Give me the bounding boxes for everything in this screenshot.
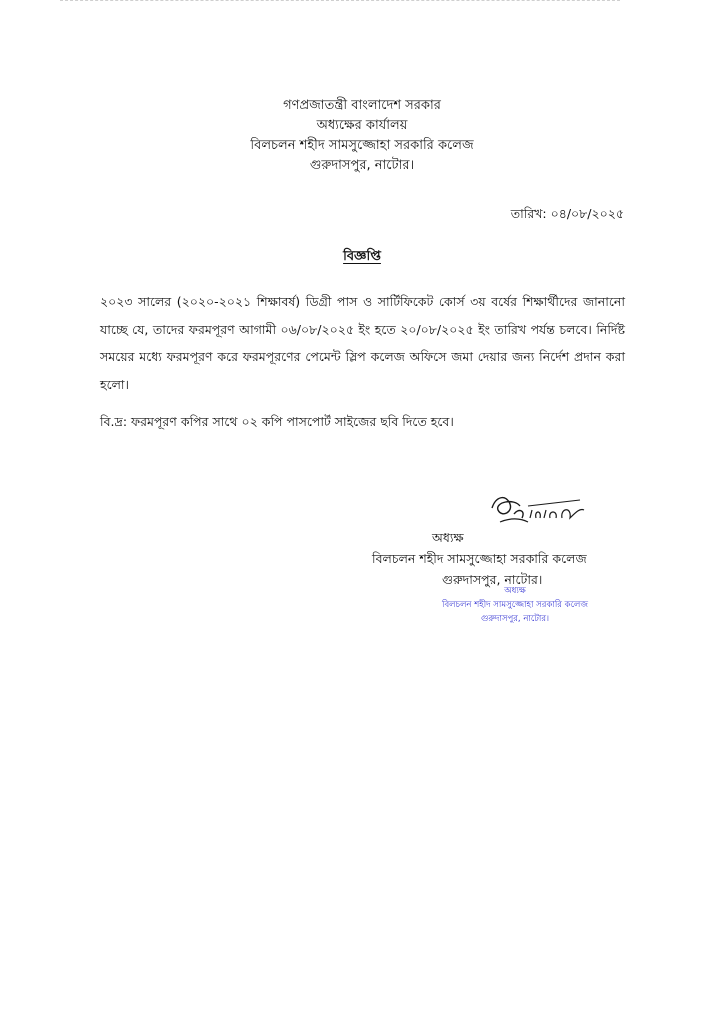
notice-title-text: বিজ্ঞপ্তি (343, 249, 381, 264)
scan-edge (60, 0, 620, 5)
college-address: গুরুদাসপুর, নাটোর। (309, 158, 415, 173)
notice-date: তারিখ: ০৪/০৮/২০২৫ (510, 206, 624, 221)
signature-block (372, 527, 672, 590)
government-line: গণপ্রজাতন্ত্রী বাংলাদেশ সরকার (283, 98, 441, 113)
seal-title: অধ্যক্ষ (504, 586, 526, 596)
college-name: বিলচলন শহীদ সামসুজ্জোহা সরকারি কলেজ (250, 138, 474, 153)
letterhead (0, 96, 724, 176)
office-line: অধ্যক্ষের কার্যালয় (316, 118, 408, 133)
signatory-college: বিলচলন শহীদ সামসুজ্জোহা সরকারি কলেজ (372, 551, 587, 566)
official-seal (420, 584, 610, 626)
seal-college: বিলচলন শহীদ সামসুজ্জোহা সরকারি কলেজ (442, 600, 588, 610)
notice-title (0, 247, 724, 268)
notice-note: বি.দ্র: ফরমপূরণ কপির সাথে ০২ কপি পাসপোর্ট সাইজের ছবি দিতে হবে। (100, 414, 454, 429)
notice-body (100, 288, 625, 398)
signatory-address: গুরুদাসপুর, নাটোর। (442, 572, 543, 587)
notice-body-paragraph: ২০২৩ সালের (২০২০-২০২১ শিক্ষাবর্ষ) ডিগ্রী পাস ও সার্টিফিকেট কোর্স ৩য় বর্ষের শিক্ষার্থীদের জানানো যাচ্ছে যে, তাদের ফরমপূরণ আগামী ০৬/০৮/২০২৫ ইং হতে ২০/০৮/২০২৫ ইং তারিখ পর্যন্ত চলবে। নির্দিষ্ট সময়ের মধ্যে ফরমপূরণ করে ফরমপূরণের পেমেন্ট স্লিপ কলেজ অফিসে জমা দেয়ার জন্য নির্দেশ প্রদান করা হলো। (100, 294, 625, 392)
signatory-title: অধ্যক্ষ (432, 530, 464, 545)
seal-address: গুরুদাসপুর, নাটোর। (480, 614, 550, 624)
